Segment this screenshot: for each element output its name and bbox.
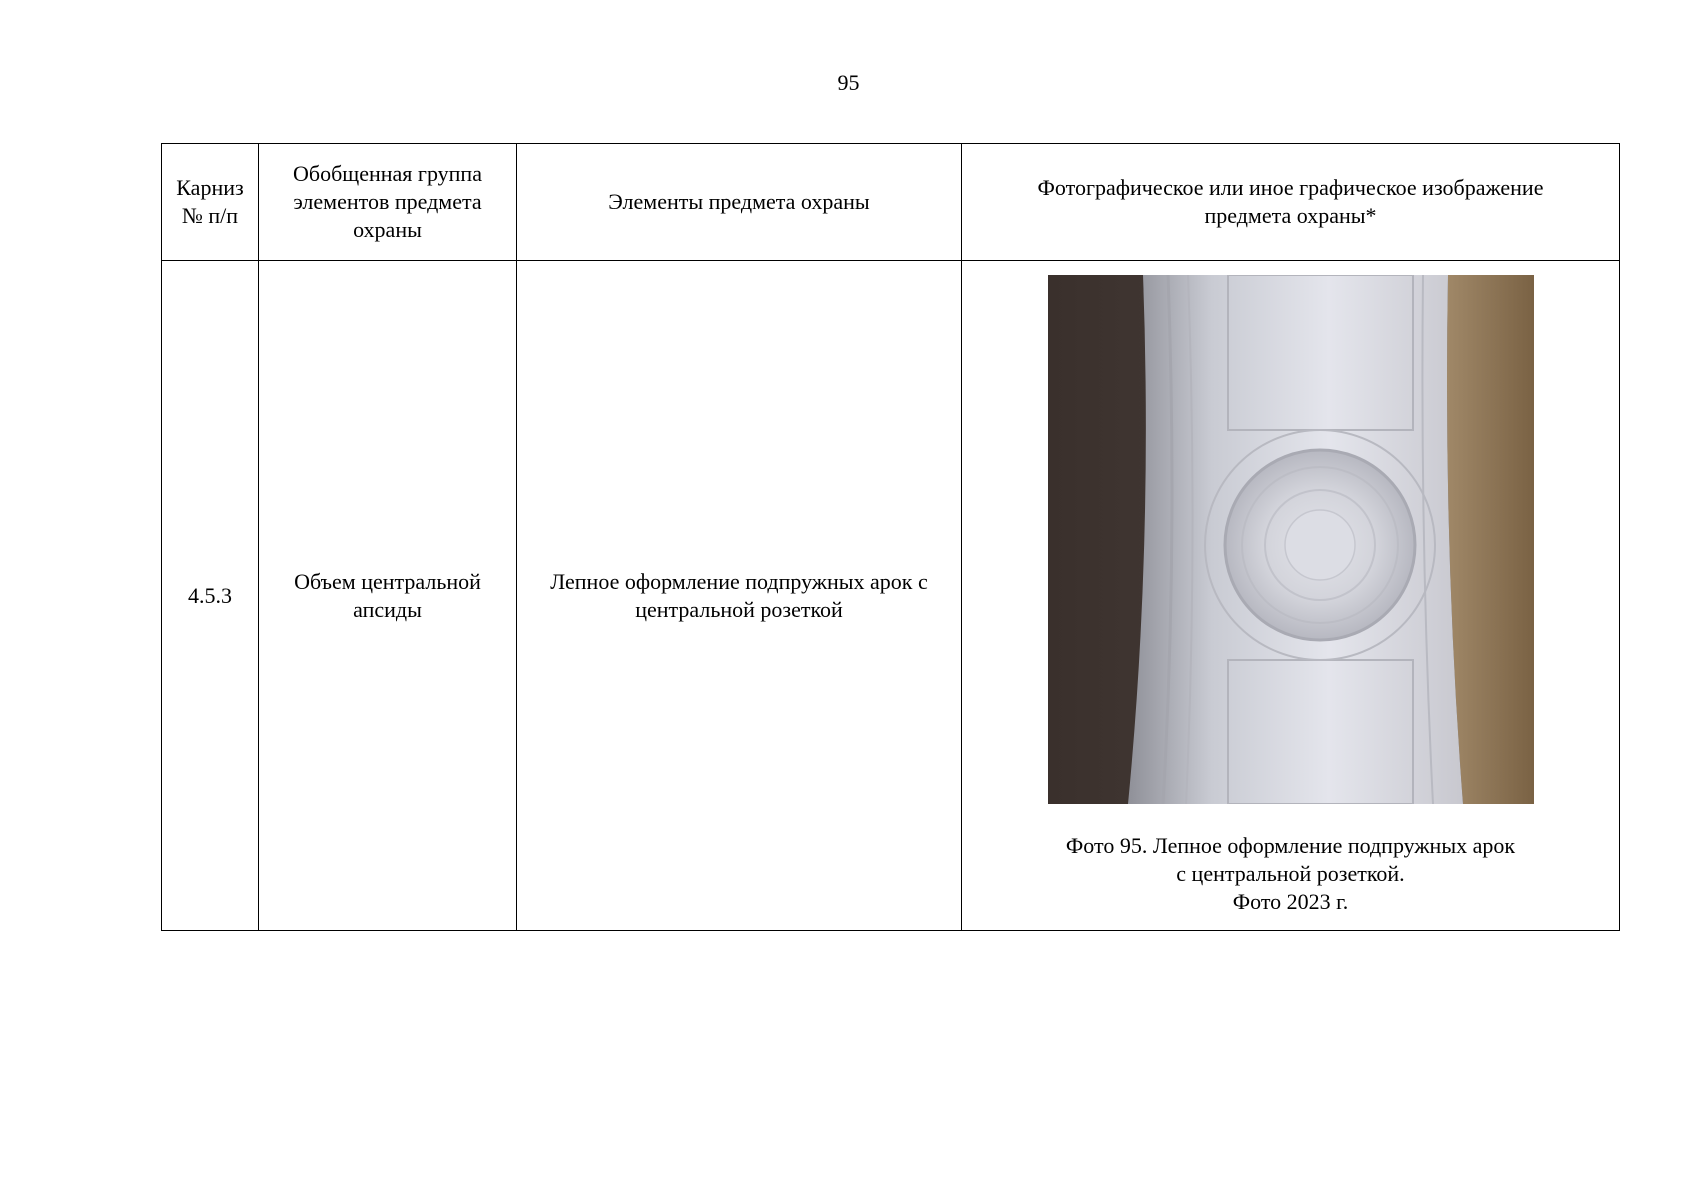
- row-elements: Лепное оформление подпружных арок с центральной розеткой: [517, 261, 962, 931]
- row-group: Объем центральной апсиды: [259, 261, 517, 931]
- arch-stucco-photo: [1048, 275, 1534, 804]
- header-photo: Фотографическое или иное графическое изображение предмета охраны*: [962, 144, 1620, 261]
- header-group: Обобщенная группа элементов предмета охраны: [259, 144, 517, 261]
- photo-cell: [962, 261, 1620, 931]
- photo-caption-line1: Фото 95. Лепное оформление подпружных арок: [1065, 833, 1516, 858]
- photo-caption-line3: Фото 2023 г.: [1232, 889, 1349, 914]
- table-header-row: [162, 144, 1620, 261]
- header-elements: Элементы предмета охраны: [517, 144, 962, 261]
- photo-caption-line2: с центральной розеткой.: [1176, 861, 1405, 886]
- page-number: 95: [837, 70, 860, 95]
- photo-caption: [970, 832, 1611, 916]
- row-num: 4.5.3: [162, 261, 259, 931]
- header-num: Карниз № п/п: [162, 144, 259, 261]
- table-row: [162, 261, 1620, 931]
- heritage-elements-table: [161, 143, 1620, 931]
